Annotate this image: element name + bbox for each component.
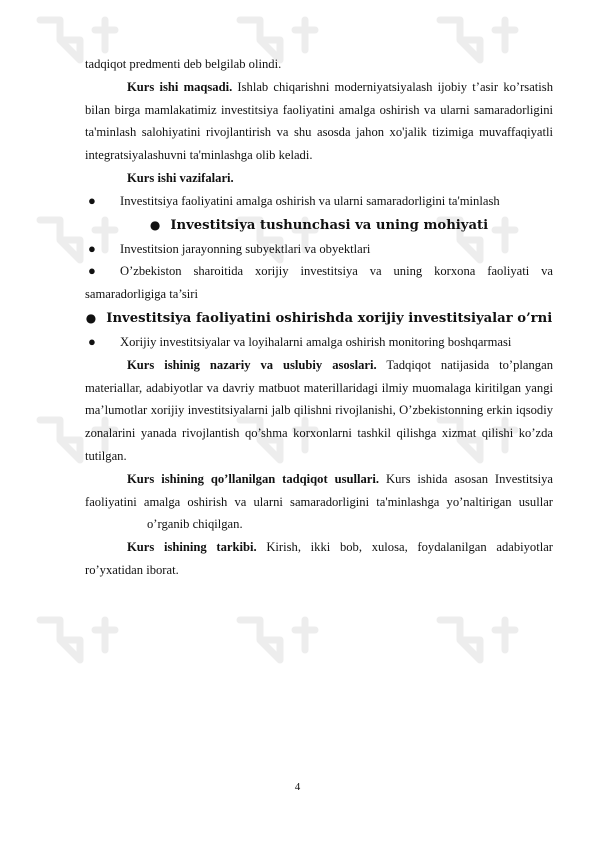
goal-heading: Kurs ishi maqsadi. xyxy=(127,79,233,94)
list-item-text: Investitsion jarayonning subyektlari va obyektlari xyxy=(120,241,371,256)
list-item xyxy=(85,238,553,261)
document-body xyxy=(85,53,553,582)
watermark-logo-icon xyxy=(40,620,115,660)
bullet-dot-icon: ● xyxy=(149,217,161,232)
bullet-dot-icon: ● xyxy=(88,192,96,208)
watermark-logo-icon xyxy=(440,620,515,660)
tasks-heading: Kurs ishi vazifalari. xyxy=(127,170,234,185)
list-item xyxy=(85,331,553,354)
goal-text: Ishlab chiqarishni moderniyatsiyalash ijobiy t’asir ko’rsatish bilan birga mamlakatimiz investitsiya faoliyatini amalga oshirish va ularni samaradorligini ta'minlash salohiyatini rivojlantirish va shu asosda jahon xo'jalik tizimiga muvaffaqiyatli integratsiyalashuvni ta'minlashga olib keladi. xyxy=(85,79,553,163)
section-heading-1 xyxy=(85,213,553,238)
methods-paragraph xyxy=(85,468,553,536)
page-number: 4 xyxy=(294,781,301,793)
list-item xyxy=(85,260,553,306)
intro-line: tadqiqot predmenti deb belgilab olindi. xyxy=(85,57,282,71)
methods-text: Kurs ishida asosan Investitsiya faoliyatini amalga oshirish va ularni samaradorligini ta'minlashga yo’naltirigan usullar xyxy=(85,471,553,509)
list-item xyxy=(85,190,553,213)
structure-heading: Kurs ishining tarkibi. xyxy=(127,540,257,555)
bullet-dot-icon: ● xyxy=(88,240,96,256)
list-item-text: Investitsiya faoliyatini amalga oshirish va ularni samaradorligini ta'minlash xyxy=(120,193,500,208)
methods-text-end: o’rganib chiqilgan. xyxy=(147,517,243,532)
bullet-dot-icon: ● xyxy=(85,310,97,325)
watermark-logo-icon xyxy=(240,620,315,660)
theory-heading: Kurs ishinig nazariy va uslubiy asoslari. xyxy=(127,357,377,372)
methods-heading: Kurs ishining qo’llanilgan tadqiqot usullari. xyxy=(127,471,380,486)
theory-text: Tadqiqot natijasida to’plangan materiallar, adabiyotlar va davriy matbuot materillaridagi ilmiy muomalaga kiritilgan yangi ma’lumotlar xorijiy investitsiyalarni jalb qilishni rivojlanishi, O’zbekistonning erkin iqsodiy zonalarini yanada rivojlantish qo’shma korxonlarni tashkil qilishga xizmat qilishi ko’zda tutilgan. xyxy=(85,357,553,463)
goal-paragraph xyxy=(85,76,553,167)
section-heading-2-text: Investitsiya faoliyatini oshirishda xorijiy investitsiyalar o’rni xyxy=(106,310,553,326)
structure-text: Kirish, ikki bob, xulosa, foydalanilgan adabiyotlar ro’yxatidan iborat. xyxy=(85,540,554,577)
list-item-text: Xorijiy investitsiyalar va loyihalarni amalga oshirish monitoring boshqarmasi xyxy=(120,334,512,349)
structure-paragraph xyxy=(85,536,553,582)
section-heading-2 xyxy=(85,306,553,331)
bullet-dot-icon: ● xyxy=(88,333,96,349)
bullet-dot-icon: ● xyxy=(88,263,96,279)
section-heading-1-text: Investitsiya tushunchasi va uning mohiyati xyxy=(170,217,489,233)
theory-paragraph xyxy=(85,354,553,468)
list-item-text: O’zbekiston sharoitida xorijiy investitsiya va uning korxona faoliyati va samaradorligiga ta’siri xyxy=(85,264,553,302)
tasks-paragraph xyxy=(85,167,553,190)
